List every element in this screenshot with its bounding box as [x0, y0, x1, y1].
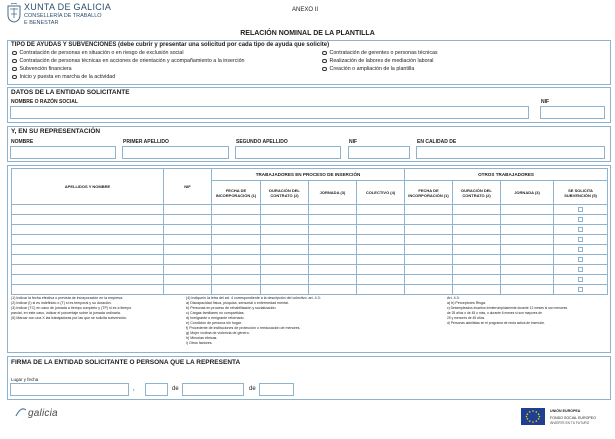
- rep-capacity-field[interactable]: [416, 146, 605, 159]
- table-row[interactable]: [12, 235, 608, 245]
- aid-option-orientation[interactable]: Contratación de personas técnicas en acciones de orientación y acompañamiento a la inserción: [12, 58, 244, 64]
- subsidy-checkbox[interactable]: [578, 277, 583, 282]
- group-other-header: OTROS TRABAJADORES: [405, 169, 608, 181]
- month-field[interactable]: [182, 383, 244, 396]
- rep-second-surname-field[interactable]: [235, 146, 341, 159]
- aid-option-financial[interactable]: Subvención financiera: [12, 66, 72, 72]
- rep-nif-label: NIF: [349, 139, 358, 145]
- radio-icon[interactable]: [12, 75, 17, 80]
- footnote-art43-c3: 25 y menores de 45 años.: [447, 316, 486, 320]
- table-row[interactable]: [12, 285, 608, 295]
- eu-union-label: UNIÓN EUROPEA: [550, 409, 581, 413]
- logo-title: XUNTA DE GALICIA: [24, 2, 112, 12]
- table-row[interactable]: [12, 255, 608, 265]
- header: [0, 0, 615, 36]
- col-duracion-other-header: DURACIÓN DEL CONTRATO (2): [453, 181, 501, 205]
- subsidy-checkbox[interactable]: [578, 227, 583, 232]
- galicia-brand: [14, 406, 58, 420]
- subsidy-checkbox[interactable]: [578, 287, 583, 292]
- eu-slogan-label: INVIERTE EN TU FUTURO: [550, 421, 590, 425]
- footnote-art43-ab: a) b) Perceptores Risga.: [447, 301, 486, 305]
- subsidy-checkbox[interactable]: [578, 237, 583, 242]
- entity-nif-label: NIF: [541, 99, 550, 105]
- footnote-3b: parcial, en este caso, indicar el porcentaje sobre la jornada ordinaria.: [11, 311, 121, 315]
- table-row[interactable]: [12, 215, 608, 225]
- footnote-5: (5) Marcar con una X las trabajadoras por las que se solicita subvención.: [11, 316, 128, 320]
- radio-icon[interactable]: [12, 51, 17, 56]
- rep-name-field[interactable]: [10, 146, 116, 159]
- table-row[interactable]: [12, 205, 608, 215]
- col-fecha-header: FECHA DE INCORPORACIÓN (1): [212, 181, 261, 205]
- entity-nif-field[interactable]: [540, 106, 605, 119]
- logo-subtitle-2: E BENESTAR: [24, 20, 59, 26]
- rep-nif-field[interactable]: [348, 146, 410, 159]
- rep-first-surname-field[interactable]: [122, 146, 229, 159]
- radio-icon[interactable]: [322, 51, 327, 56]
- rep-capacity-label: EN CALIDAD DE: [417, 139, 457, 145]
- place-date-label: Lugar y fecha: [11, 377, 39, 382]
- place-field[interactable]: [10, 383, 129, 396]
- radio-icon[interactable]: [12, 59, 17, 64]
- footnote-4i: i) Otros factores.: [186, 341, 213, 345]
- col-jornada-other-header: JORNADA (3): [501, 181, 554, 205]
- footnote-art43-c: c) Desempleados inscritos ininterrumpidamente durante 12 meses si son menores: [447, 306, 568, 310]
- footnote-art43-c2: de 25 años o de 45 o más, o durante 6 meses si son mayores de: [447, 311, 542, 315]
- footnote-4d: d) Inmigrante o emigrante retornado.: [186, 316, 245, 320]
- aid-option-staff-expansion[interactable]: Creación o ampliación de la plantilla: [322, 66, 414, 72]
- group-insertion-header: TRABAJADORES EN PROCESO DE INSERCIÓN: [212, 169, 405, 181]
- galicia-swoosh-icon: [14, 406, 28, 420]
- radio-icon[interactable]: [322, 59, 327, 64]
- aid-option-exclusion[interactable]: Contratación de personas en situación o en riesgo de exclusión social: [12, 50, 184, 56]
- aid-option-managers[interactable]: Contratación de gerentes o personas técnicas: [322, 50, 438, 56]
- col-names-header: APELLIDOS Y NOMBRE: [12, 169, 164, 205]
- page-title: RELACIÓN NOMINAL DE LA PLANTILLA: [240, 30, 375, 37]
- radio-icon[interactable]: [12, 67, 17, 72]
- de-label-2: de: [249, 386, 256, 392]
- logo-subtitle-1: CONSELLERÍA DE TRABALLO: [24, 13, 102, 19]
- galicia-emblem-icon: [7, 3, 21, 23]
- subsidy-checkbox[interactable]: [578, 257, 583, 262]
- footnote-art43-d: d) Personas admitidas en el programa de renta activa de inserción.: [447, 321, 546, 325]
- footnote-4g: g) Mujer víctima de violencia de género.: [186, 331, 250, 335]
- col-jornada-header: JORNADA (3): [309, 181, 357, 205]
- footnote-2: (2) Indicar (I) si es indefinido o (T) si es temporal y su duración.: [11, 301, 112, 305]
- rep-second-surname-label: SEGUNDO APELLIDO: [236, 139, 288, 145]
- entity-name-field[interactable]: [10, 106, 529, 119]
- comma-separator: ,: [133, 386, 135, 392]
- footnote-4e: e) Condición de persona sin hogar.: [186, 321, 242, 325]
- radio-icon[interactable]: [322, 67, 327, 72]
- aid-types-heading: TIPO DE AYUDAS Y SUBVENCIONES (debe cubrir y presentar una solicitud por cada tipo de ayuda que solicite): [11, 42, 330, 48]
- rep-name-label: NOMBRE: [11, 139, 34, 145]
- footnote-4a: a) Discapacidad física, psíquica, sensorial o enfermedad mental.: [186, 301, 289, 305]
- footnote-1: (1) Indicar la fecha efectiva o prevista de incorporación en la empresa.: [11, 296, 124, 300]
- footnote-4b: b) Personas en proceso de rehabilitación y socialización.: [186, 306, 277, 310]
- footnote-4f: f) Procedente de instituciones de protección o reeducación de menores.: [186, 326, 301, 330]
- entity-heading: DATOS DE LA ENTIDAD SOLICITANTE: [11, 89, 130, 96]
- signature-heading: FIRMA DE LA ENTIDAD SOLICITANTE O PERSONA QUE LA REPRESENTA: [11, 359, 241, 366]
- col-duracion-header: DURACIÓN DEL CONTRATO (2): [261, 181, 309, 205]
- rep-first-surname-label: PRIMER APELLIDO: [123, 139, 169, 145]
- col-fecha-other-header: FECHA DE INCORPORACIÓN (1): [405, 181, 453, 205]
- table-row[interactable]: [12, 265, 608, 275]
- workers-table: [11, 168, 608, 295]
- footnote-art43: Art. 4.3:: [447, 296, 460, 300]
- aid-option-startup[interactable]: Inicio y puesta en marcha de la actividad: [12, 74, 115, 80]
- col-subvencion-header: SE SOLICITA SUBVENCIÓN (5): [554, 181, 608, 205]
- eu-fund-label: FONDO SOCIAL EUROPEO: [550, 416, 596, 420]
- representative-heading: Y, EN SU REPRESENTACIÓN: [11, 128, 101, 135]
- entity-name-label: NOMBRE O RAZÓN SOCIAL: [11, 99, 78, 105]
- galicia-brand-text: galicia: [28, 407, 58, 419]
- year-field[interactable]: [259, 383, 294, 396]
- subsidy-checkbox[interactable]: [578, 207, 583, 212]
- subsidy-checkbox[interactable]: [578, 267, 583, 272]
- de-label-1: de: [172, 386, 179, 392]
- footnote-3: (3) Indicar (TC) en caso de jornada a tiempo completo y (TP) si es a tiempo: [11, 306, 132, 310]
- eu-flag-icon: [521, 408, 545, 425]
- table-row[interactable]: [12, 245, 608, 255]
- col-nif-header: NIF: [164, 169, 212, 205]
- col-colectivo-header: COLECTIVO (4): [357, 181, 405, 205]
- footnote-4: (4) Indique/n la letra del art. 4 correspondiente a la descripción del colectivo: art. 4.3:: [186, 296, 321, 300]
- table-row[interactable]: [12, 225, 608, 235]
- annex-label: ANEXO II: [292, 7, 319, 13]
- day-field[interactable]: [145, 383, 168, 396]
- subsidy-checkbox[interactable]: [578, 247, 583, 252]
- aid-option-mediation[interactable]: Realización de labores de mediación laboral: [322, 58, 433, 64]
- footnote-4h: h) Minorías étnicas.: [186, 336, 218, 340]
- table-row[interactable]: [12, 275, 608, 285]
- subsidy-checkbox[interactable]: [578, 217, 583, 222]
- footnote-4c: c) Cargas familiares no compartidas.: [186, 311, 245, 315]
